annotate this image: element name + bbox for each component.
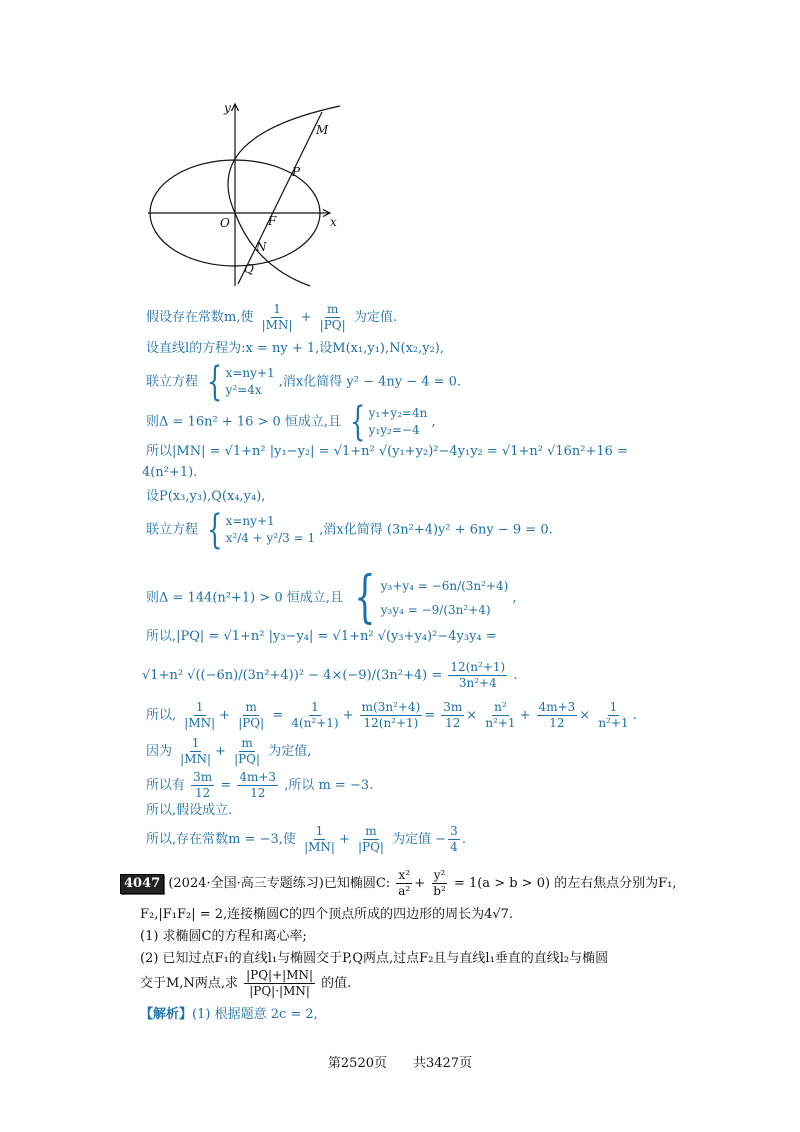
solution-line-11: √1+n² √((−6n)/(3n²+4))² − 4×(−9)/(3n²+4) = $\frac{\text{12(n²+1)}}{\text{3n²+4}}$ . [142,660,518,690]
label-m: M [316,123,329,137]
solution-line-2: 设直线l的方程为:x = ny + 1,设M(x₁,y₁),N(x₂,y₂), [146,341,445,356]
question-line-3: (1) 求椭圆C的方程和离心率; [140,929,307,944]
solution-line-3: 联立方程 { x=ny+1 y²=4x ,消x化简得 y² − 4ny − 4 = 0. [146,359,462,405]
solution-line-16: 所以,存在常数m = −3,使 $\frac{1}{|MN|}$ + $\frac{m}{|PQ|}$ 为定值 − $\frac{3}{4}$ . [146,824,466,854]
solution-line-15: 所以,假设成立. [146,803,233,818]
label-x: x [330,215,337,229]
solution-line-5: 所以|MN| = √1+n² |y₁−y₂| = √1+n² √(y₁+y₂)²−4y₁y₂ = √1+n² √16n²+16 = [146,444,628,459]
solution-line-12: 所以, $\frac{1}{|MN|}$ + $\frac{m}{|PQ|}$ = $\frac{1}{\text{4(n²+1)}}$ + $\frac{\text{m(3n²+4)}}{\text{12(n²+1)}}$ = $\frac{3m}{12}$ × $\frac{\text{n²}}{\text{n²+1}}$ + $\frac{4m+3}{12}$ × $\frac{1}{\text{n²+1}}$ . [146,700,637,730]
solution-line-13: 因为 $\frac{1}{|MN|}$ + $\frac{m}{|PQ|}$ 为定值, [146,736,312,766]
ellipse-parabola-figure [140,96,360,291]
label-o: O [220,216,230,230]
solution-line-8: 联立方程 { x=ny+1 x²/4 + y²/3 = 1 ,消x化简得 (3n²+4)y² + 6ny − 9 = 0. [146,507,553,553]
analysis-line: 【解析】(1) 根据题意 2c = 2, [140,1007,318,1022]
question-line-2: F₂,|F₁F₂| = 2,连接椭圆C的四个顶点所成的四边形的周长为4√7. [140,907,514,922]
solution-line-14: 所以有 $\frac{3m}{12}$ = $\frac{4m+3}{12}$ ,所以 m = −3. [146,770,374,800]
label-y: y [224,101,231,115]
question-line-1: 4047 (2024·全国·高三专题练习)已知椭圆C: $\frac{\text{x²}}{\text{a²}}$ + $\frac{\text{y²}}{\text{b²}}$ = 1(a > b > 0) 的左右焦点分别为F₁, [120,868,677,899]
solution-line-6: 4(n²+1). [142,465,198,480]
label-f: F [268,214,277,228]
question-line-5: 交于M,N两点,求 $\frac{|PQ|+|MN|}{|PQ|\cdot|MN|}$ 的值. [140,968,352,998]
label-n: N [256,240,267,254]
page-footer: 第2520页 共3427页 [327,1056,473,1071]
solution-line-4: 则Δ = 16n² + 16 > 0 恒成立,且 { y₁+y₂=4n y₁y₂=−4 , [146,399,436,445]
label-q: Q [244,262,254,276]
label-p: P [292,165,301,179]
solution-line-10: 所以,|PQ| = √1+n² |y₃−y₄| = √1+n² √(y₃+y₄)²−4y₃y₄ = [146,629,497,644]
question-id-badge: 4047 [120,874,164,894]
solution-line-9: 则Δ = 144(n²+1) > 0 恒成立,且 { y₃+y₄ = −6n/(3n²+4) y₃y₄ = −9/(3n²+4) , [146,565,517,630]
solution-line-7: 设P(x₃,y₃),Q(x₄,y₄), [146,489,266,504]
question-line-4: (2) 已知过点F₁的直线l₁与椭圆交于P,Q两点,过点F₂且与直线l₁垂直的直线l₂与椭圆 [140,951,609,966]
solution-line-1: 假设存在常数m,使 $\frac{1}{|MN|}$ + $\frac{m}{|PQ|}$ 为定值. [146,302,397,332]
